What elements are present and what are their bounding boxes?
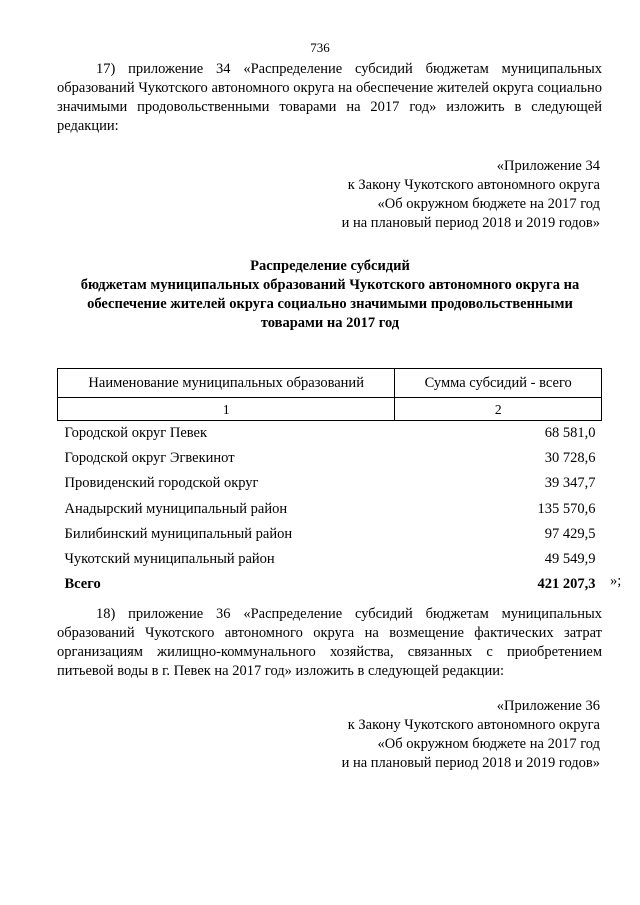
page-number: 736	[310, 40, 330, 55]
column-number-1: 1	[58, 398, 395, 421]
heading-line-3: обеспечение жителей округа социально значимыми продовольственными	[87, 296, 573, 312]
appendix-34-line-1: «Приложение 34	[496, 158, 600, 174]
subsidies-table	[57, 368, 602, 597]
heading-line-2: бюджетам муниципальных образований Чукотского автономного округа на	[80, 277, 580, 293]
appendix-36-line-1: «Приложение 36	[496, 698, 600, 714]
heading-line-4: товарами на 2017 год	[260, 315, 400, 331]
subsidy-amount: 30 728,6	[544, 450, 596, 467]
municipality-name: Билибинский муниципальный район	[64, 525, 293, 542]
municipality-name: Провиденский городской округ	[64, 475, 259, 492]
table-row	[58, 421, 602, 447]
table-row	[58, 522, 602, 547]
municipality-name: Городской округ Эгвекинот	[64, 450, 235, 467]
table-row	[58, 547, 602, 572]
municipality-name: Анадырский муниципальный район	[64, 500, 288, 517]
subsidy-amount: 39 347,7	[544, 475, 596, 492]
appendix-36-line-2: к Закону Чукотского автономного округа	[347, 717, 600, 733]
total-amount: 421 207,3	[537, 576, 596, 593]
subsidy-amount: 97 429,5	[544, 525, 596, 542]
table-row	[58, 471, 602, 496]
paragraph-17: 17) приложение 34 «Распределение субсидий бюджетам муниципальных образований Чукотского автономного округа на обеспечение жителей округа социально значимыми продовольственными товарами на 2017 год» изложить в следующей редакции:	[57, 61, 602, 134]
appendix-36-reference	[342, 697, 600, 773]
document-heading	[50, 257, 610, 333]
paragraph-18: 18) приложение 36 «Распределение субсидий бюджетам муниципальных образований Чукотского автономного округа на возмещение фактических затрат организациям жилищно-коммунального хозяйства, связанных с приобретением питьевой воды в г. Певек на 2017 год» изложить в следующей редакции:	[57, 606, 602, 679]
table-total-row	[58, 572, 602, 597]
subsidy-amount: 135 570,6	[537, 500, 596, 517]
appendix-34-reference	[342, 157, 600, 233]
total-label: Всего	[64, 576, 101, 593]
appendix-36-line-4: и на плановый период 2018 и 2019 годов»	[341, 755, 600, 771]
table-row	[58, 446, 602, 471]
heading-line-1: Распределение субсидий	[250, 258, 410, 274]
closing-quote-mark: »;	[610, 573, 622, 589]
appendix-36-line-3: «Об окружном бюджете на 2017 год	[377, 736, 600, 752]
appendix-34-line-2: к Закону Чукотского автономного округа	[347, 177, 600, 193]
municipality-name: Чукотский муниципальный район	[64, 551, 275, 568]
municipality-name: Городской округ Певек	[64, 425, 208, 442]
subsidy-amount: 68 581,0	[544, 425, 596, 442]
column-number-2: 2	[395, 398, 602, 421]
subsidy-amount: 49 549,9	[544, 551, 596, 568]
table-row	[58, 497, 602, 522]
column-header-sum: Сумма субсидий - всего	[395, 369, 602, 398]
appendix-34-line-3: «Об окружном бюджете на 2017 год	[377, 196, 600, 212]
column-header-name: Наименование муниципальных образований	[58, 369, 395, 398]
appendix-34-line-4: и на плановый период 2018 и 2019 годов»	[341, 215, 600, 231]
